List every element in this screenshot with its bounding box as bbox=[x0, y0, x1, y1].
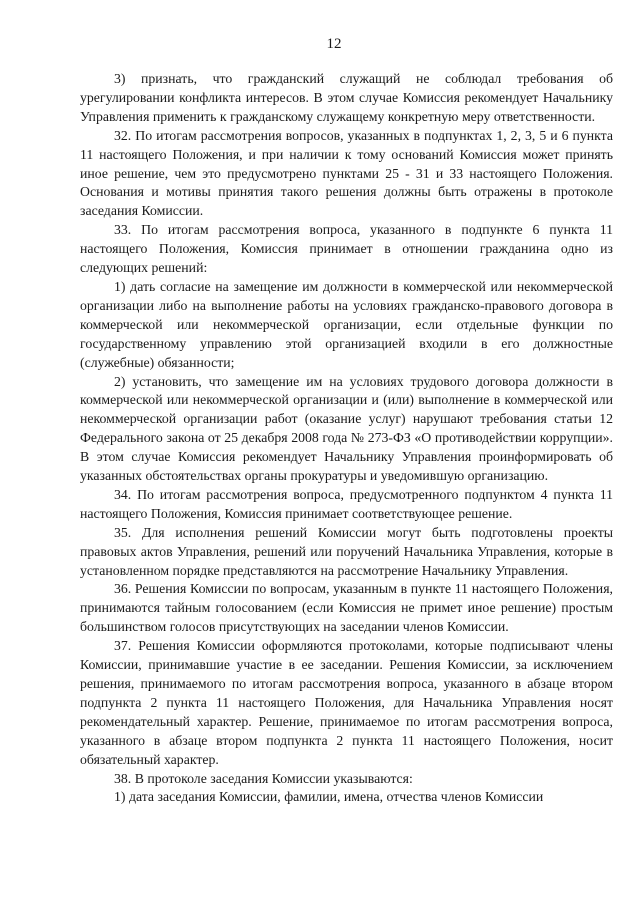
document-body bbox=[80, 70, 613, 807]
clause-33-paragraph: 33. По итогам рассмотрения вопроса, указанного в подпункте 6 пункта 11 настоящего Положения, Комиссия принимает в отношении гражданина одно из следующих решений: bbox=[80, 222, 613, 276]
clause-35-paragraph: 35. Для исполнения решений Комиссии могут быть подготовлены проекты правовых актов Управления, решений или поручений Начальника Управления, которые в установленном порядке представляются на рассмотрение Начальнику Управления. bbox=[80, 524, 613, 578]
page-number: 12 bbox=[326, 36, 342, 52]
clause-38-subitem-1-paragraph: 1) дата заседания Комиссии, фамилии, имена, отчества членов Комиссии bbox=[114, 789, 544, 805]
clause-32-paragraph: 32. По итогам рассмотрения вопросов, указанных в подпунктах 1, 2, 3, 5 и 6 пункта 11 настоящего Положения, и при наличии к тому оснований Комиссия может принять иное решение, чем это предусмотрено пунктами 25 - 31 и 33 настоящего Положения. Основания и мотивы принятия такого решения должны быть отражены в протоколе заседания Комиссии. bbox=[80, 127, 613, 219]
clause-38-paragraph: 38. В протоколе заседания Комиссии указываются: bbox=[114, 770, 413, 786]
clause-37-paragraph: 37. Решения Комиссии оформляются протоколами, которые подписывают члены Комиссии, принимавшие участие в ее заседании. Решения Комиссии, за исключением решения, принимаемого по итогам рассмотрения вопроса, указанного в абзаце втором подпункта 2 пункта 11 настоящего Положения, для Начальника Управления носят рекомендательный характер. Решение, принимаемое по итогам рассмотрения вопроса, указанного в абзаце втором подпункта 2 пункта 11 настоящего Положения, носит обязательный характер. bbox=[80, 638, 613, 767]
clause-36-paragraph: 36. Решения Комиссии по вопросам, указанным в пункте 11 настоящего Положения, принимаются тайным голосованием (если Комиссия не примет иное решение) простым большинством голосов присутствующих на заседании членов Комиссии. bbox=[80, 581, 613, 635]
subitem-3-paragraph: 3) признать, что гражданский служащий не соблюдал требования об урегулировании конфликта интересов. В этом случае Комиссия рекомендует Начальнику Управления применить к гражданскому служащему конкретную меру ответственности. bbox=[80, 71, 613, 124]
clause-33-subitem-2-paragraph: 2) установить, что замещение им на условиях трудового договора должности в коммерческой или некоммерческой организации и (или) выполнение в коммерческой или некоммерческой организации работ (оказание услуг) нарушают требования статьи 12 Федерального закона от 25 декабря 2008 года № 273-ФЗ «О противодействии коррупции». В этом случае Комиссия рекомендует Начальнику Управления проинформировать об указанных обстоятельствах органы прокуратуры и уведомившую организацию. bbox=[80, 373, 613, 484]
clause-33-subitem-1-paragraph: 1) дать согласие на замещение им должности в коммерческой или некоммерческой организации либо на выполнение работы на условиях гражданско-правового договора в коммерческой или некоммерческой организации, если отдельные функции по государственному управлению этой организацией входили в его должностные (служебные) обязанности; bbox=[80, 278, 613, 370]
clause-34-paragraph: 34. По итогам рассмотрения вопроса, предусмотренного подпунктом 4 пункта 11 настоящего Положения, Комиссия принимает соответствующее решение. bbox=[80, 486, 613, 521]
